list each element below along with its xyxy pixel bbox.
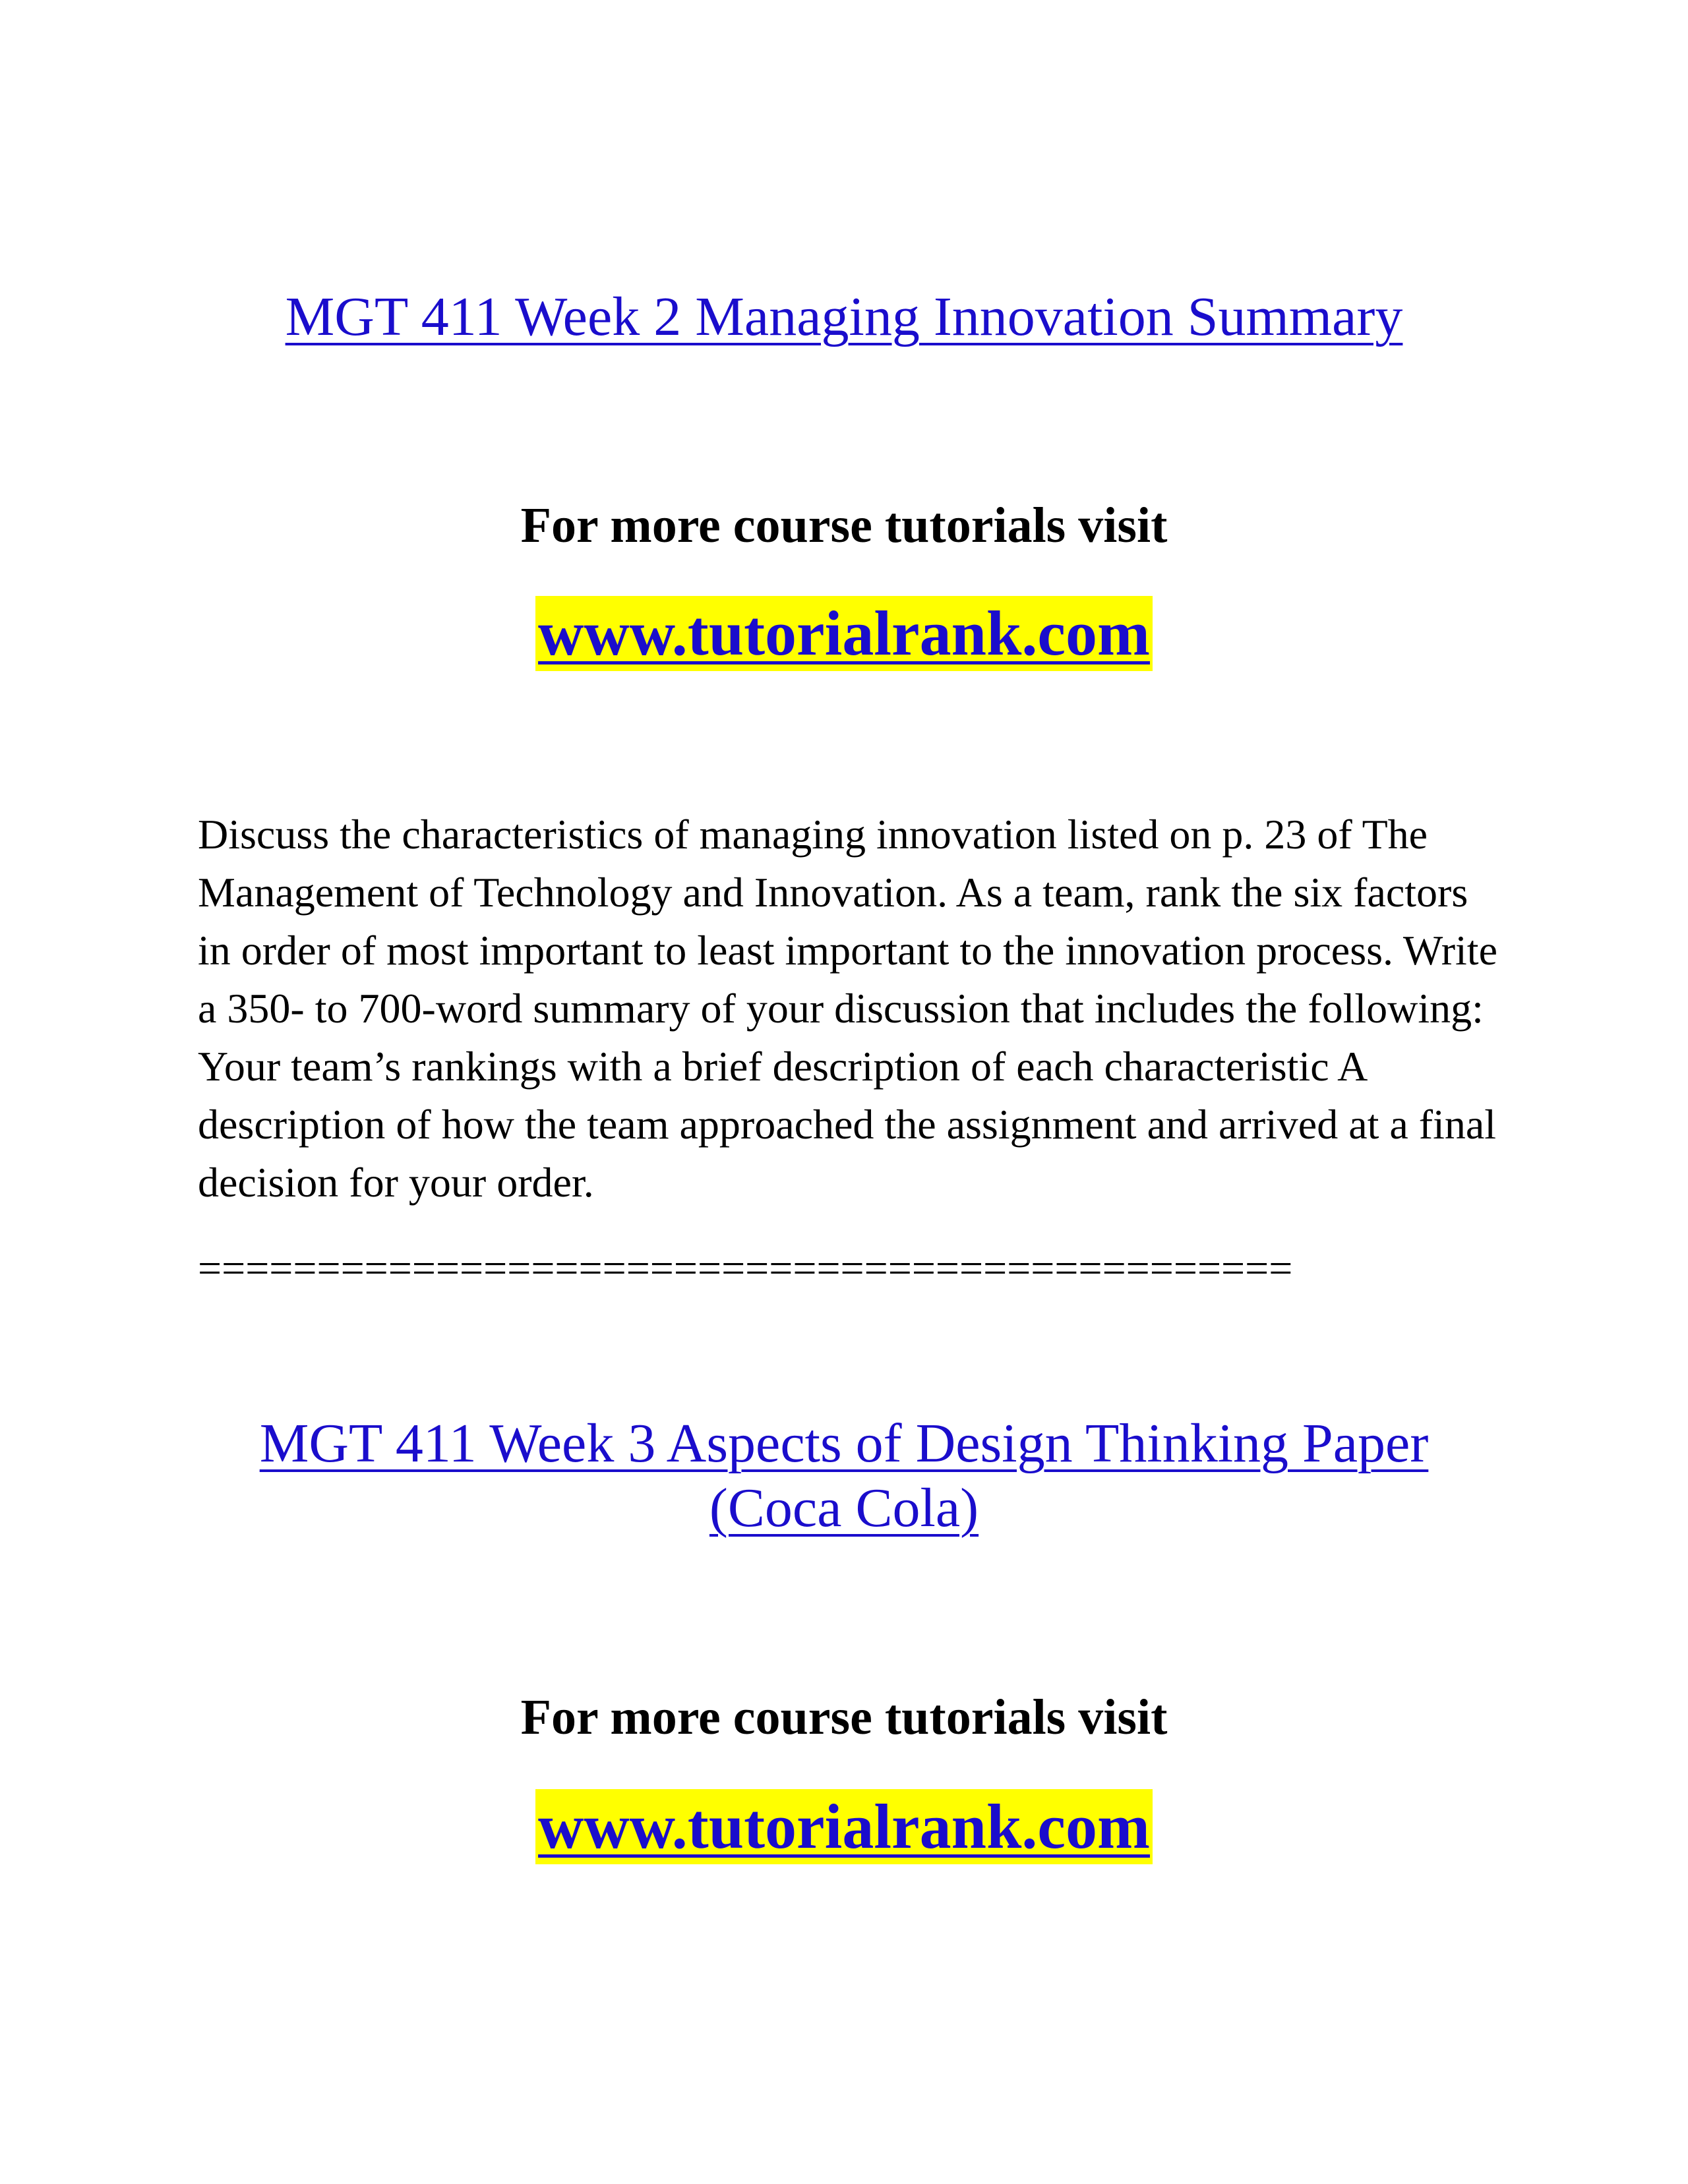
course-title-link-week-3[interactable]: MGT 411 Week 3 Aspects of Design Thinking Paper (Coca Cola) <box>259 1413 1429 1539</box>
site-link-container <box>198 1789 1490 1864</box>
promo-text: For more course tutorials visit <box>520 498 1168 553</box>
course-title-link-week-2[interactable]: MGT 411 Week 2 Managing Innovation Summary <box>285 286 1403 347</box>
promo-text: For more course tutorials visit <box>520 1690 1168 1745</box>
assignment-description: Discuss the characteristics of managing innovation listed on p. 23 of The Management of Technology and Innovation. As a team, rank the six factors in order of most important to least important to the innovation process. Write a 350- to 700-word summary of your discussion that includes the following: Your team’s rankings with a brief description of each characteristic A description of how the team approached the assignment and arrived at a final decision for your order. <box>198 811 1497 1206</box>
site-link-container <box>198 596 1490 671</box>
section-separator: ============================================== <box>198 1245 1293 1291</box>
site-link[interactable]: www.tutorialrank.com <box>535 1789 1153 1864</box>
site-link[interactable]: www.tutorialrank.com <box>535 596 1153 671</box>
